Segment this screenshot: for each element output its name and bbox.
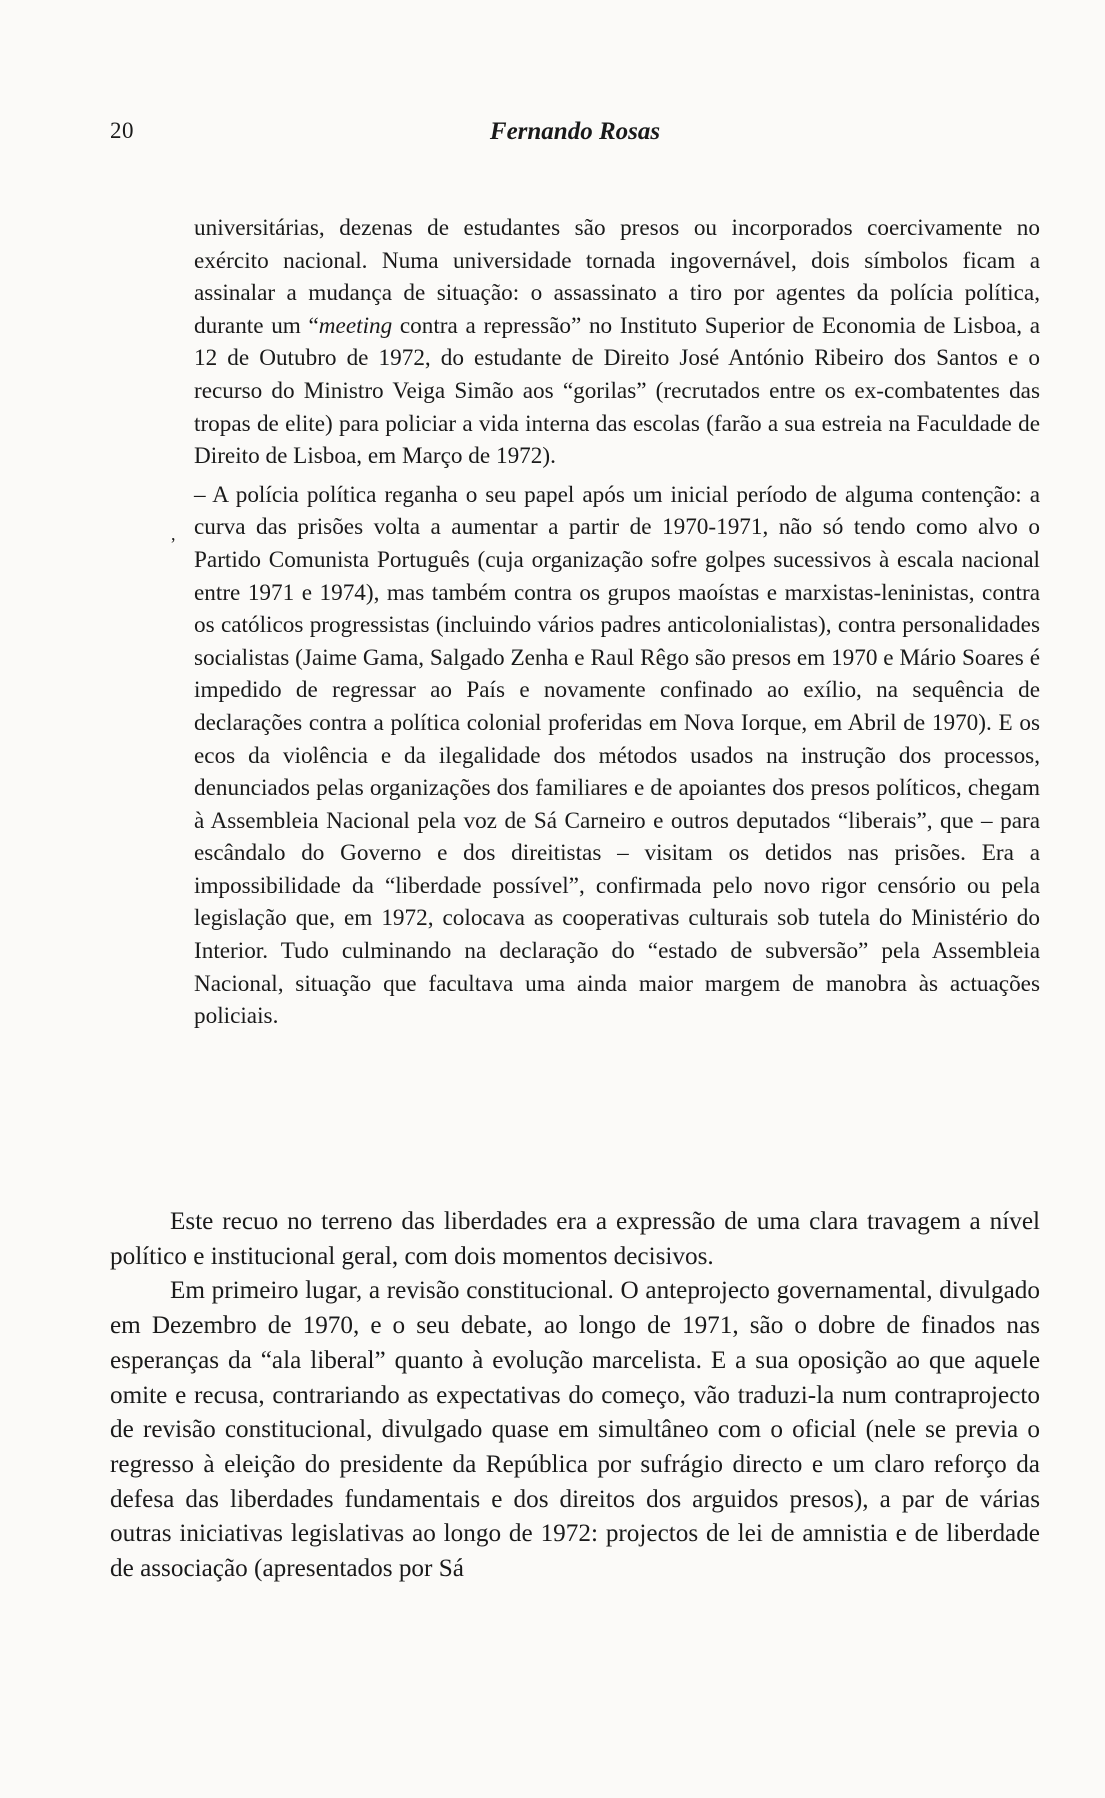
running-head [110, 118, 1040, 158]
body-paragraph-2: Em primeiro lugar, a revisão constitucional. O anteprojecto governamental, divulgado em Dezembro de 1970, e o seu debate, ao longo de 1971, são o dobre de finados nas esperanças da “ala liberal” quanto à evolução marcelista. E a sua oposição ao que aquele omite e recusa, contrariando as expectativas do começo, vão traduzi-la num contraprojecto de revisão constitucional, divulgado quase em simultâneo com o oficial (nele se previa o regresso à eleição do presidente da República por sufrágio directo e um claro reforço da defesa das liberdades fundamentais e dos direitos dos arguidos presos), a par de várias outras iniciativas legislativas ao longo de 1972: projectos de lei de amnistia e de liberdade de associação (apresentados por Sá [110, 1277, 1040, 1583]
margin-mark: , [171, 524, 176, 544]
passage-paragraph-2: – A polícia política reganha o seu papel após um inicial período de alguma contenção: a curva das prisões volta a aumentar a partir de 1970-1971, não só tendo como alvo o Partido Comunista Português (cuja organização sofre golpes sucessivos à escala nacional entre 1971 e 1974), mas também contra os grupos maoístas e marxistas-leninistas, contra os católicos progressistas (incluindo vários padres anticolonialistas), contra personalidades socialistas (Jaime Gama, Salgado Zenha e Raul Rêgo são presos em 1970 e Mário Soares é impedido de regressar ao País e novamente confinado ao exílio, na sequência de declarações contra a política colonial proferidas em Nova Iorque, em Abril de 1970). E os ecos da violência e da ilegalidade dos métodos usados na instrução dos processos, denunciados pelas organizações dos familiares e de apoiantes dos presos políticos, chegam à Assembleia Nacional pela voz de Sá Carneiro e outros deputados “liberais”, que – para escândalo do Governo e dos direitistas – visitam os detidos nas prisões. Era a impossibilidade da “liberdade possível”, confirmada pelo novo rigor censório ou pela legislação que, em 1972, colocava as cooperativas culturais sob tutela do Ministério do Interior. Tudo culminando na declaração do “estado de subversão” pela Assembleia Nacional, situação que facultava uma ainda maior margem de manobra às actuações policiais. [194, 481, 1040, 1030]
indented-passage [194, 212, 1040, 1033]
emphasis-meeting: meeting [318, 312, 393, 339]
running-head-author: Fernando Rosas [489, 118, 661, 145]
body-paragraph-1: Este recuo no terreno das liberdades era a expressão de uma clara travagem a nível político e institucional geral, com dois momentos decisivos. [110, 1208, 1040, 1270]
main-text [110, 1205, 1040, 1587]
passage-paragraph-1: universitárias, dezenas de estudantes são presos ou incorporados coercivamente no exército nacional. Numa universidade tornada ingovernável, dois símbolos ficam a assinalar a mudança de situação: o assassinato a tiro por agentes da polícia política, durante um “meeting contra a repressão” no Instituto Superior de Economia de Lisboa, a 12 de Outubro de 1972, do estudante de Direito José António Ribeiro dos Santos e o recurso do Ministro Veiga Simão aos “gorilas” (recrutados entre os ex-combatentes das tropas de elite) para policiar a vida interna das escolas (farão a sua estreia na Faculdade de Direito de Lisboa, em Março de 1972). [194, 215, 1040, 470]
page-number: 20 [110, 118, 134, 143]
